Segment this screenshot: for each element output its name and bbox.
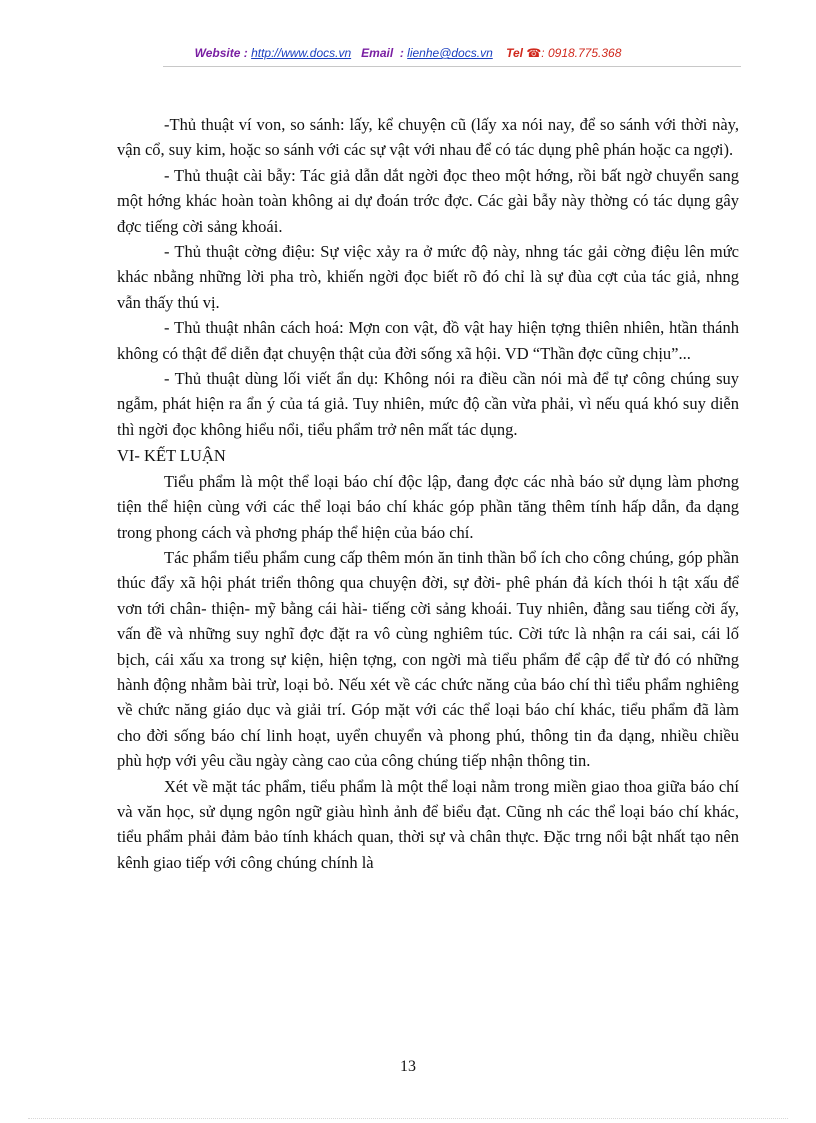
conclusion-paragraph-3: Xét về mặt tác phẩm, tiểu phẩm là một thể loại nằm trong miền giao thoa giữa báo chí và văn học, sử dụng ngôn ngữ giàu hình ảnh để biểu đạt. Cũng nh các thể loại báo chí khác, tiểu phẩm phải đảm bảo tính khách quan, thời sự và chân thực. Đặc trng nổi bật nhất tạo nên kênh giao tiếp với công chúng chính là bbox=[117, 776, 739, 872]
email-separator: : bbox=[399, 46, 404, 60]
paragraph-trap: - Thủ thuật cài bẫy: Tác giả dẫn dắt ngời đọc theo một hớng, rồi bất ngờ chuyển sang một hớng khác hoàn toàn không ai dự đoán trớc đợc. Các gài bẫy này thờng có tác dụng gây đợc tiếng cời sảng khoái. bbox=[117, 165, 739, 236]
website-link[interactable]: http://www.docs.vn bbox=[251, 46, 352, 60]
paragraph-exaggeration: - Thủ thuật cờng điệu: Sự việc xảy ra ở mức độ này, nhng tác gải cờng điệu lên mức khác nbằng những lời pha trò, khiến ngời đọc biết rõ đó chỉ là sự đùa cợt của tác giả, nhng vẫn thấy thú vị. bbox=[117, 242, 739, 312]
section-heading: VI- KẾT LUẬN bbox=[117, 446, 226, 466]
paragraph-metaphor: - Thủ thuật dùng lối viết ẩn dụ: Không nói ra điều cần nói mà để tự công chúng suy ngẫm, phát hiện ra ẩn ý của tá giả. Tuy nhiên, mức độ cần vừa phải, vì nếu quá khó suy diễn thì ngời đọc không hiểu nổi, tiểu phẩm trở nên mất tác dụng. bbox=[117, 369, 739, 439]
conclusion-paragraph-2: Tác phẩm tiểu phẩm cung cấp thêm món ăn tinh thần bổ ích cho công chúng, góp phần thúc đẩy xã hội phát triển thông qua chuyện đời, sự đời- phê phán đả kích thói h tật xấu để vơn tới chân- thiện- mỹ bằng cái hài- tiếng cời sảng khoái. Tuy nhiên, đằng sau tiếng cời ấy, vấn đề và những suy nghĩ đợc đặt ra vô cùng nghiêm túc. Cời tức là nhận ra cái sai, cái lố bịch, cái xấu xa trong sự kiện, hiện tợng, con ngời mà tiểu phẩm để cập để từ đó có những hành động nhằm bài trừ, loại bỏ. Nếu xét về các chức năng của báo chí thì tiểu phẩm nghiêng về chức năng giáo dục và giải trí. Góp mặt với các thể loại báo chí khác, tiểu phẩm đã làm cho đời sống báo chí linh hoạt, uyển chuyển và phong phú, thông tin đa dạng, nhiều chiều phù hợp với yêu cầu ngày càng cao của công chúng tiếp nhận thông tin. bbox=[117, 547, 739, 771]
paragraph-personification: - Thủ thuật nhân cách hoá: Mợn con vật, đồ vật hay hiện tợng thiên nhiên, htần thánh không có thật để diễn đạt chuyện thật của đời sống xã hội. VD “Thần đợc cũng chịu”... bbox=[117, 318, 739, 363]
tel-label: Tel bbox=[506, 46, 523, 60]
phone-icon: ☎ bbox=[526, 46, 542, 60]
document-body bbox=[117, 112, 739, 875]
email-link[interactable]: lienhe@docs.vn bbox=[407, 46, 493, 60]
phone-number: : 0918.775.368 bbox=[541, 46, 622, 60]
page-header bbox=[0, 46, 816, 60]
footer-divider bbox=[28, 1118, 788, 1119]
page-number: 13 bbox=[400, 1058, 416, 1075]
paragraph-simile: -Thủ thuật ví von, so sánh: lấy, kể chuyện cũ (lấy xa nói nay, để so sánh với thời này, vận cổ, suy kim, hoặc so sánh với các sự vật với nhau để có tác dụng phê phán hoặc ca ngợi). bbox=[117, 115, 739, 160]
email-label: Email bbox=[361, 46, 394, 60]
website-label: Website : bbox=[194, 46, 248, 60]
conclusion-paragraph-1: Tiểu phẩm là một thể loại báo chí độc lập, đang đợc các nhà báo sử dụng làm phơng tiện thể hiện cùng với các thể loại báo chí khác góp phần tăng thêm tính hấp dẫn, đa dạng trong phong cách và phơng pháp thể hiện của báo chí. bbox=[117, 471, 739, 542]
header-rule bbox=[163, 66, 741, 67]
